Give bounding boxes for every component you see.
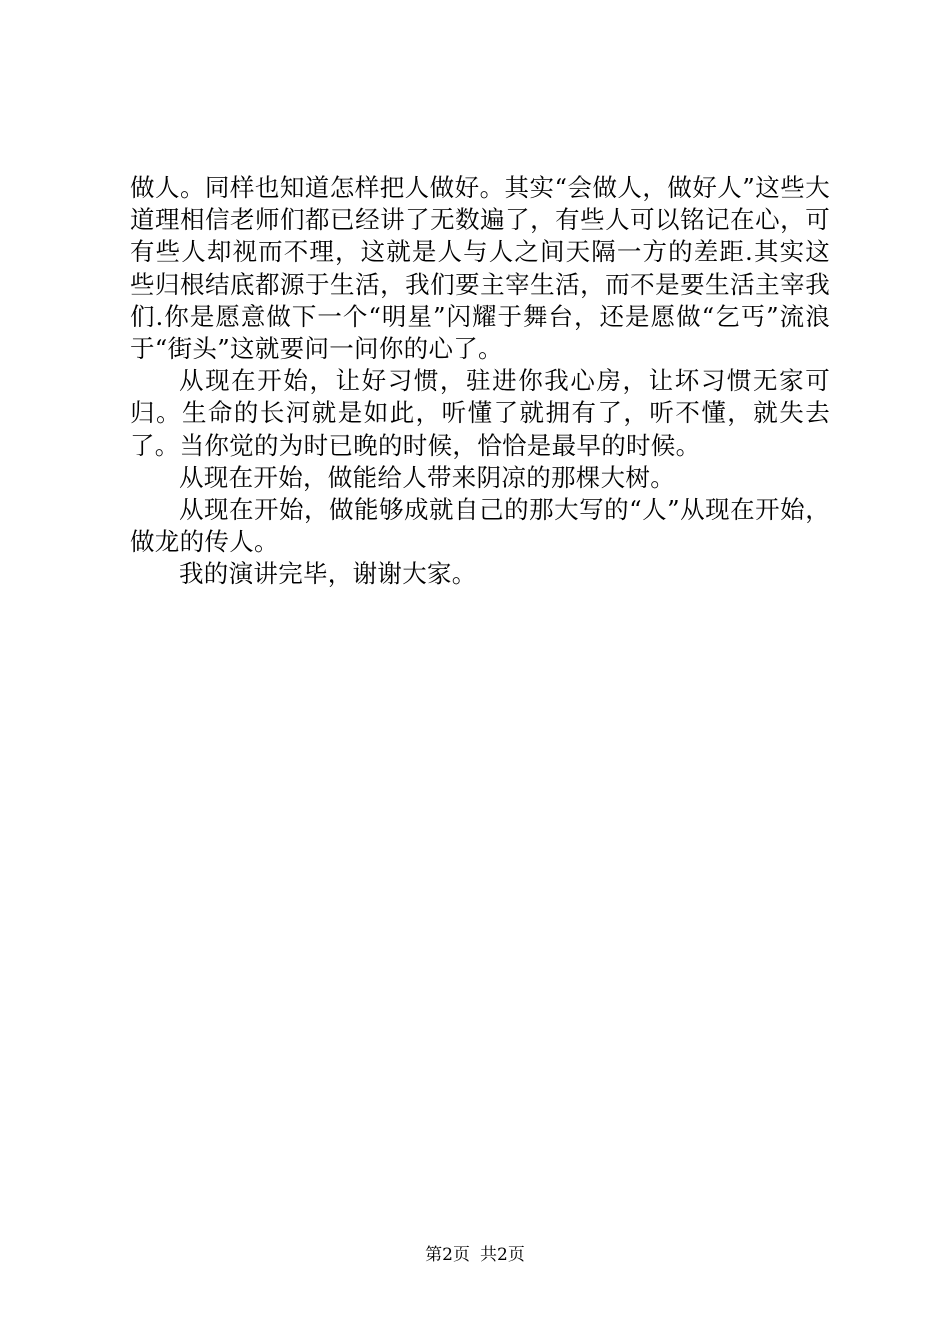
document-body xyxy=(130,172,830,591)
page-number: 第2页 xyxy=(425,1245,470,1265)
paragraph-capital-person: 从现在开始，做能够成就自己的那大写的“人”从现在开始，做龙的传人。 xyxy=(130,495,830,557)
page-footer xyxy=(0,1244,950,1266)
paragraph-good-habits: 从现在开始，让好习惯，驻进你我心房，让坏习惯无家可归。生命的长河就是如此，听懂了就拥有了，听不懂，就失去了。当你觉的为时已晚的时候，恰恰是最早的时候。 xyxy=(130,366,830,460)
page-total: 共2页 xyxy=(480,1245,525,1265)
paragraph-big-tree: 从现在开始，做能给人带来阴凉的那棵大树。 xyxy=(179,462,675,492)
paragraph-continuation: 做人。同样也知道怎样把人做好。其实“会做人，做好人”这些大道理相信老师们都已经讲了无数遍了，有些人可以铭记在心，可有些人却视而不理，这就是人与人之间天隔一方的差距.其实这些归根结底都源于生活，我们要主宰生活，而不是要生活主宰我们.你是愿意做下一个“明星”闪耀于舞台，还是愿做“乞丐”流浪于“街头”这就要问一问你的心了。 xyxy=(130,173,830,364)
paragraph-closing: 我的演讲完毕，谢谢大家。 xyxy=(179,559,477,589)
